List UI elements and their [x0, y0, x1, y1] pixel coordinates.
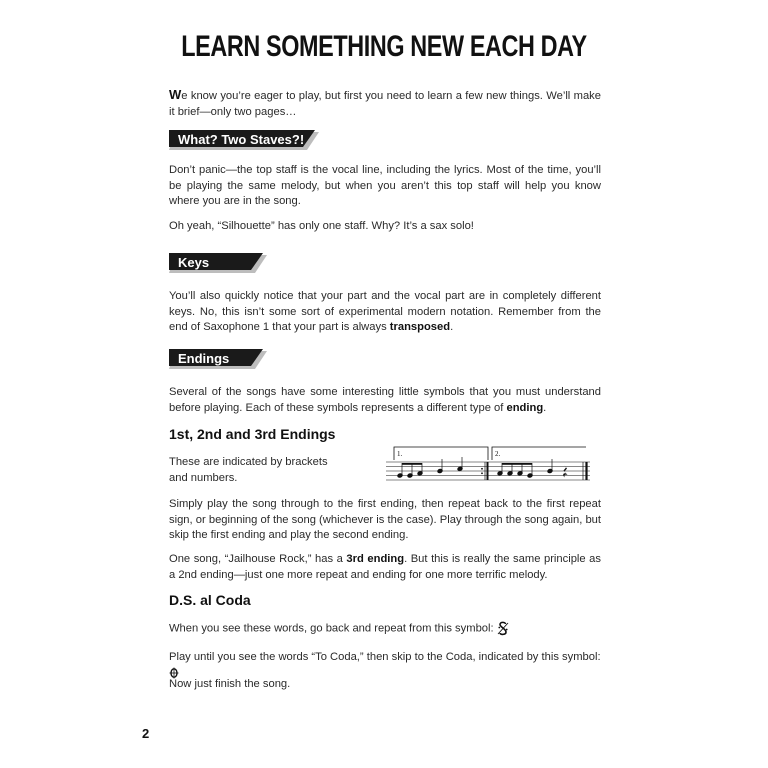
endings-text-end: . [543, 401, 547, 414]
numbered-endings-paragraph-3 [169, 552, 601, 583]
numbered-endings-paragraph-2: Simply play the song through to the first ending, then repeat back to the first repeat sign, or beginning of the song (whichever is the case). Play through the song again, but skip the first ending and play the second ending. [169, 498, 601, 541]
section-heading-staves: What? Two Staves?! [178, 132, 305, 147]
keys-text-end: . [450, 321, 454, 333]
endings-paragraph [169, 385, 601, 416]
section-heading-endings: Endings [178, 351, 230, 366]
subheading-ds-al-coda: D.S. al Coda [169, 592, 251, 608]
segno-icon [497, 621, 509, 636]
coda-text: Play until you see the words “To Coda,” then skip to the Coda, indicated by this symbol: [169, 651, 601, 663]
ds-al-coda-paragraph-1 [169, 621, 601, 637]
second-ending-label: 2. [495, 450, 501, 458]
staves-paragraph-2: Oh yeah, “Silhouette” has only one staff. Why? It’s a sax solo! [169, 220, 474, 232]
third-ending-bold-term: 3rd ending [346, 553, 405, 565]
first-ending-label: 1. [397, 450, 403, 458]
jailhouse-text: One song, “Jailhouse Rock,” has a [169, 553, 347, 565]
intro-text: e know you’re eager to play, but first you need to learn a few new things. We’ll make it brief—only two pages… [169, 90, 601, 118]
ds-al-coda-paragraph-3: Now just finish the song. [169, 678, 291, 690]
page-number: 2 [142, 726, 150, 741]
first-ending-notes [397, 457, 462, 478]
intro-dropcap: W [169, 87, 182, 102]
staves-paragraph-1: Don’t panic—the top staff is the vocal line, including the lyrics. Most of the time, you’ll be playing the same melody, but when you aren’t this top staff will help you know where you are in the song. [169, 164, 601, 207]
numbered-endings-paragraph-1: These are indicated by brackets and numbers. [169, 456, 328, 484]
keys-bold-term: transposed [389, 321, 451, 333]
keys-text: You’ll also quickly notice that your part and the vocal part are in completely different keys. No, this isn’t some sort of experimental modern notation. Remember from the end of Saxophone 1 that your part is always [169, 290, 601, 333]
section-heading-keys: Keys [178, 255, 210, 270]
page-title: LEARN SOMETHING NEW EACH DAY [181, 30, 587, 63]
intro-paragraph [169, 87, 601, 120]
subheading-numbered-endings: 1st, 2nd and 3rd Endings [169, 426, 336, 442]
section-banner-staves [169, 130, 319, 150]
jailhouse-text-end: . But this is really the same principle as a 2nd ending—just one more repeat and ending for one more terrific melody. [169, 553, 601, 581]
first-ending-bracket [394, 447, 488, 460]
endings-text: Several of the songs have some interesting little symbols that you must understand before playing. Each of these symbols represents a different type of [169, 386, 601, 414]
endings-bold-term: ending [506, 401, 544, 414]
keys-paragraph [169, 289, 601, 336]
segno-text: When you see these words, go back and repeat from this symbol: [169, 622, 494, 635]
section-banner-keys [169, 253, 267, 273]
endings-staff-figure [386, 444, 590, 488]
second-ending-bracket [492, 447, 586, 460]
section-banner-endings [169, 349, 267, 369]
